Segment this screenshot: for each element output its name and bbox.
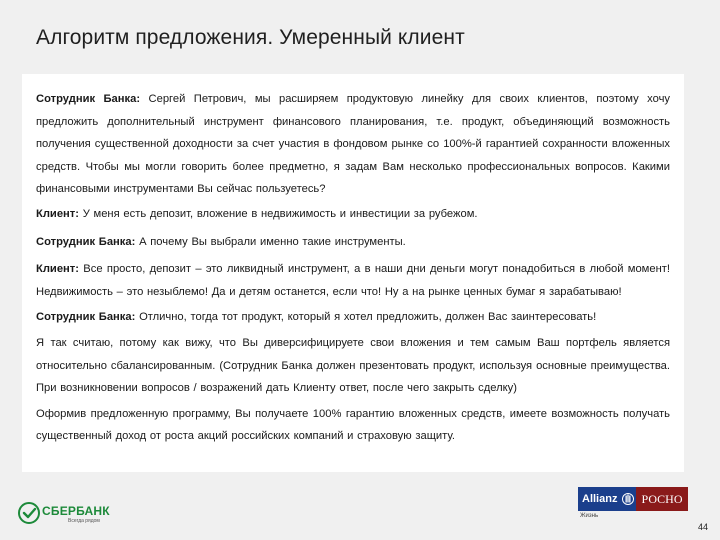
speaker-label: Сотрудник Банка: [36, 311, 136, 324]
allianz-rosno-logo [578, 487, 688, 523]
speaker-label: Сотрудник Банка: [36, 235, 136, 248]
allianz-name: Allianz [582, 493, 618, 505]
dialogue-paragraph-1 [36, 88, 670, 201]
dialogue-paragraph-2 [36, 203, 670, 226]
dialogue-paragraph-7 [36, 403, 670, 448]
sberbank-tagline: Всегда рядом [68, 518, 100, 524]
dialogue-paragraph-6 [36, 332, 670, 400]
speaker-label: Сотрудник Банка: [36, 93, 141, 105]
dialogue-text: Я так считаю, потому как вижу, что Вы диверсифицируете свои вложения и тем самым Ваш портфель является относительно сбалансированным. (Сотрудник Банка должен презентовать продукт, используя основные преимущества. При возникновении вопросов / возражений дать Клиенту ответ, после чего закрыть сделку) [36, 336, 670, 395]
sberbank-name: СБЕРБАНК [42, 504, 110, 518]
allianz-subtitle: Жизнь [580, 513, 599, 519]
speaker-label: Клиент: [36, 263, 79, 276]
dialogue-box [22, 74, 684, 472]
dialogue-text: Все просто, депозит – это ликвидный инструмент, а в наши дни деньги могут понадобиться в любой момент! Недвижимость – это незыблемо! Да и детям останется, если что! Ну а на рынке ценных бумаг я зарабатываю! [36, 263, 670, 298]
dialogue-text: Отлично, тогда тот продукт, который я хотел предложить, должен Вас заинтересовать! [135, 311, 597, 324]
dialogue-text: А почему Вы выбрали именно такие инструменты. [135, 235, 406, 248]
speaker-label: Клиент: [36, 207, 79, 220]
dialogue-text: У меня есть депозит, вложение в недвижимость и инвестиции за рубежом. [79, 207, 478, 220]
dialogue-text: Оформив предложенную программу, Вы получаете 100% гарантию вложенных средств, имеете возможность получать существенный доход от роста акций российских компаний и страховую защиту. [36, 407, 670, 443]
dialogue-text: Сергей Петрович, мы расширяем продуктовую линейку для своих клиентов, поэтому хочу предложить дополнительный инструмент финансового планирования, т.е. продукт, объединяющий возможность получения существенной доходности за счет участия в фондовом рынке со 100%-й гарантией сохранности вложенных средств. Чтобы мы могли говорить более предметно, я задам Вам несколько профессиональных вопросов. Какими финансовыми инструментами Вы сейчас пользуетесь? [36, 93, 670, 196]
dialogue-paragraph-4 [36, 258, 670, 303]
rosno-badge [636, 487, 688, 511]
dialogue-paragraph-5 [36, 306, 670, 329]
rosno-name: РОСНО [641, 491, 683, 506]
slide-title: Алгоритм предложения. Умеренный клиент [36, 26, 465, 49]
sberbank-logo [18, 500, 110, 530]
dialogue-paragraph-3 [36, 231, 670, 254]
sberbank-emblem-icon [18, 502, 40, 524]
allianz-eagle-icon [622, 492, 634, 506]
page-number: 44 [697, 522, 708, 532]
